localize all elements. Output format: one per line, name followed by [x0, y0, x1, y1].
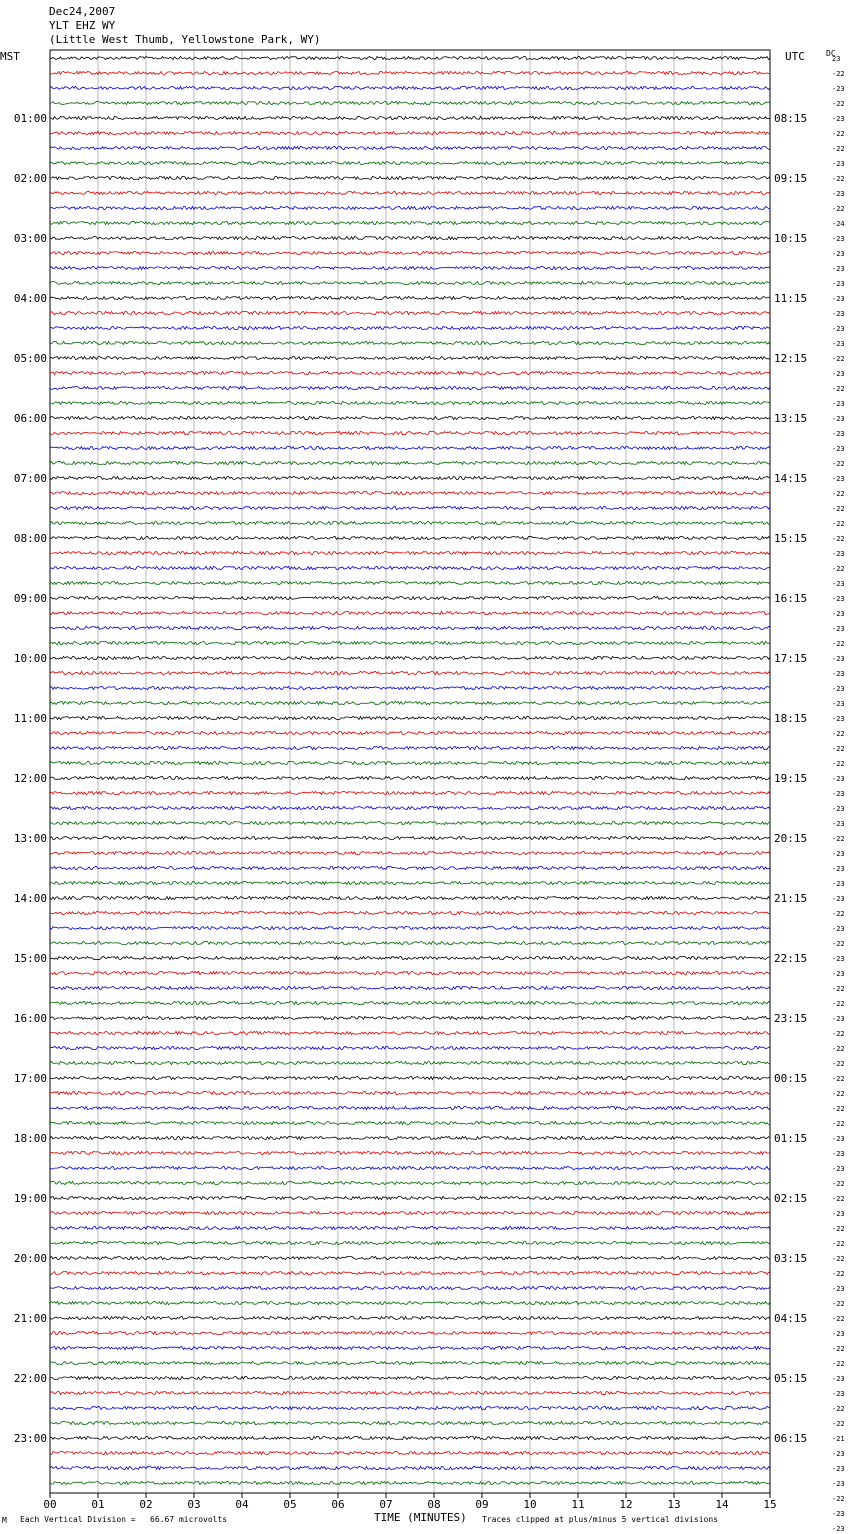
left-timezone: MST [0, 50, 20, 63]
dc-offset-label: -22 [832, 565, 845, 573]
dc-offset-label: -22 [832, 205, 845, 213]
dc-offset-label: -22 [832, 1000, 845, 1008]
dc-offset-label: -23 [832, 625, 845, 633]
trace-line [50, 1436, 770, 1439]
trace-line [50, 1331, 770, 1334]
dc-offset-label: -22 [832, 745, 845, 753]
dc-offset-label: -23 [832, 685, 845, 693]
dc-offset-label: -22 [832, 1045, 845, 1053]
clip-note: Traces clipped at plus/minus 5 vertical divisions [482, 1515, 719, 1524]
dc-offset-label: -23 [832, 430, 845, 438]
right-hour-label: 00:15 [774, 1072, 808, 1085]
dc-offset-label: -23 [832, 400, 845, 408]
dc-offset-label: -23 [832, 1465, 845, 1473]
dc-offset-label: -23 [832, 1210, 845, 1218]
trace-line [50, 776, 770, 779]
trace-line [50, 191, 770, 194]
right-hour-label: 11:15 [774, 292, 808, 305]
dc-offset-label: -22 [832, 835, 845, 843]
dc-offset-label: -23 [832, 670, 845, 678]
right-hour-label: 21:15 [774, 892, 808, 905]
right-hour-label: 01:15 [774, 1132, 808, 1145]
dc-offset-label: -23 [832, 1285, 845, 1293]
left-hour-label: 03:00 [13, 232, 47, 245]
dc-offset-label: -23 [832, 370, 845, 378]
dc-offset-label: -22 [832, 1315, 845, 1323]
dc-label: DC [826, 49, 836, 58]
trace-line [50, 236, 770, 239]
dc-offset-label: -22 [832, 1270, 845, 1278]
dc-offset-label: -22 [832, 1360, 845, 1368]
right-hour-label: 05:15 [774, 1372, 808, 1385]
trace-line [50, 1046, 770, 1049]
dc-offset-label: -23 [832, 325, 845, 333]
trace-line [50, 1211, 770, 1214]
dc-offset-label: -23 [832, 850, 845, 858]
right-hour-label: 16:15 [774, 592, 808, 605]
trace-line [50, 86, 770, 89]
dc-offset-label: -23 [832, 955, 845, 963]
trace-line [50, 1406, 770, 1409]
dc-offset-label: -22 [832, 1255, 845, 1263]
trace-line [50, 581, 770, 584]
x-tick-label: 07 [379, 1498, 393, 1511]
dc-offset-label: -23 [832, 475, 845, 483]
right-hour-label: 19:15 [774, 772, 808, 785]
right-hour-label: 08:15 [774, 112, 808, 125]
trace-line [50, 896, 770, 899]
dc-offset-label: -23 [832, 865, 845, 873]
trace-line [50, 1001, 770, 1004]
dc-offset-label: -22 [832, 355, 845, 363]
dc-offset-label: -22 [832, 985, 845, 993]
dc-offset-label: -23 [832, 550, 845, 558]
trace-line [50, 101, 770, 104]
dc-offset-label: -23 [832, 820, 845, 828]
dc-offset-label: -22 [832, 1075, 845, 1083]
x-tick-label: 09 [475, 1498, 489, 1511]
dc-offset-label: -23 [832, 265, 845, 273]
trace-line [50, 326, 770, 329]
trace-line [50, 566, 770, 569]
dc-offset-label: -22 [832, 1225, 845, 1233]
trace-line [50, 71, 770, 74]
dc-offset-label: -21 [832, 1435, 845, 1443]
trace-line [50, 791, 770, 794]
dc-offset-label: -22 [832, 460, 845, 468]
dc-offset-label: -24 [832, 220, 845, 228]
x-tick-label: 13 [667, 1498, 681, 1511]
left-hour-label: 10:00 [13, 652, 47, 665]
right-hour-label: 20:15 [774, 832, 808, 845]
dc-offset-label: -23 [832, 610, 845, 618]
dc-offset-label: -23 [832, 1135, 845, 1143]
trace-line [50, 686, 770, 689]
dc-offset-label: -22 [832, 1120, 845, 1128]
trace-line [50, 1451, 770, 1454]
left-hour-label: 18:00 [13, 1132, 47, 1145]
left-hour-label: 08:00 [13, 532, 47, 545]
dc-offset-label: -23 [832, 595, 845, 603]
trace-line [50, 1421, 770, 1424]
dc-offset-label: -22 [832, 730, 845, 738]
left-hour-label: 05:00 [13, 352, 47, 365]
record-date: Dec24,2007 [49, 5, 116, 18]
dc-offset-label: -23 [832, 580, 845, 588]
trace-line [50, 431, 770, 434]
trace-line [50, 1271, 770, 1274]
trace-line [50, 1241, 770, 1244]
dc-offset-label: -23 [832, 775, 845, 783]
dc-offset-label: -23 [832, 700, 845, 708]
trace-line [50, 161, 770, 164]
x-tick-label: 02 [139, 1498, 153, 1511]
x-tick-label: 04 [235, 1498, 249, 1511]
right-hour-label: 22:15 [774, 952, 808, 965]
dc-offset-label: -23 [832, 1150, 845, 1158]
dc-offset-label: -22 [832, 1240, 845, 1248]
trace-line [50, 386, 770, 389]
dc-offset-label: -22 [832, 760, 845, 768]
dc-offset-label: -22 [832, 1030, 845, 1038]
right-hour-label: 06:15 [774, 1432, 808, 1445]
right-hour-label: 09:15 [774, 172, 808, 185]
right-hour-label: 17:15 [774, 652, 808, 665]
x-axis-title: TIME (MINUTES) [374, 1511, 467, 1524]
trace-line [50, 1151, 770, 1154]
left-hour-label: 13:00 [13, 832, 47, 845]
trace-line [50, 611, 770, 614]
trace-line [50, 641, 770, 644]
dc-offset-label: -23 [832, 310, 845, 318]
trace-line [50, 56, 770, 59]
trace-line [50, 461, 770, 464]
dc-offset-label: -22 [832, 520, 845, 528]
dc-offset-label: -23 [832, 1450, 845, 1458]
dc-offset-label: -22 [832, 1300, 845, 1308]
left-hour-label: 22:00 [13, 1372, 47, 1385]
dc-offset-label: -23 [832, 715, 845, 723]
dc-offset-label: -22 [832, 1405, 845, 1413]
trace-line [50, 1286, 770, 1289]
right-hour-label: 18:15 [774, 712, 808, 725]
dc-offset-label: -22 [832, 145, 845, 153]
dc-offset-label: -23 [832, 790, 845, 798]
dc-offset-label: -23 [832, 250, 845, 258]
trace-line [50, 701, 770, 704]
left-hour-label: 16:00 [13, 1012, 47, 1025]
dc-offset-label: -22 [832, 1195, 845, 1203]
trace-line [50, 1466, 770, 1469]
dc-offset-label: -22 [832, 535, 845, 543]
x-tick-label: 12 [619, 1498, 633, 1511]
x-tick-label: 08 [427, 1498, 441, 1511]
trace-line [50, 536, 770, 539]
right-hour-label: 15:15 [774, 532, 808, 545]
trace-line [50, 1256, 770, 1259]
trace-line [50, 866, 770, 869]
dc-offset-label: -22 [832, 490, 845, 498]
trace-line [50, 296, 770, 299]
dc-offset-label: -22 [832, 385, 845, 393]
dc-offset-label: -22 [832, 1090, 845, 1098]
dc-offset-label: -23 [832, 340, 845, 348]
trace-line [50, 1316, 770, 1319]
dc-offset-label: -23 [832, 1375, 845, 1383]
x-tick-label: 15 [763, 1498, 777, 1511]
trace-line [50, 356, 770, 359]
left-hour-label: 09:00 [13, 592, 47, 605]
dc-offset-label: -23 [832, 295, 845, 303]
trace-line [50, 836, 770, 839]
trace-line [50, 941, 770, 944]
x-tick-label: 14 [715, 1498, 729, 1511]
trace-line [50, 551, 770, 554]
x-tick-label: 00 [43, 1498, 57, 1511]
scale-mark: M [2, 1516, 7, 1525]
left-hour-label: 02:00 [13, 172, 47, 185]
x-tick-label: 01 [91, 1498, 105, 1511]
trace-line [50, 956, 770, 959]
x-tick-label: 05 [283, 1498, 297, 1511]
trace-line [50, 671, 770, 674]
dc-offset-label: -23 [832, 925, 845, 933]
x-tick-label: 06 [331, 1498, 345, 1511]
dc-offset-label: -23 [832, 280, 845, 288]
dc-offset-label: -22 [832, 1180, 845, 1188]
dc-offset-label: -23 [832, 415, 845, 423]
dc-offset-label: -22 [832, 940, 845, 948]
trace-line [50, 911, 770, 914]
dc-offset-label: -23 [832, 235, 845, 243]
trace-line [50, 1301, 770, 1304]
dc-offset-label: -22 [832, 1420, 845, 1428]
dc-offset-label: -22 [832, 1060, 845, 1068]
dc-offset-label: -22 [832, 100, 845, 108]
station-location: (Little West Thumb, Yellowstone Park, WY) [49, 33, 321, 46]
trace-line [50, 926, 770, 929]
trace-line [50, 521, 770, 524]
left-hour-label: 21:00 [13, 1312, 47, 1325]
right-hour-label: 14:15 [774, 472, 808, 485]
left-hour-label: 06:00 [13, 412, 47, 425]
dc-offset-label: -23 [832, 445, 845, 453]
trace-line [50, 1196, 770, 1199]
trace-line [50, 971, 770, 974]
trace-line [50, 1226, 770, 1229]
dc-offset-label: -23 [832, 1510, 845, 1518]
trace-line [50, 1076, 770, 1079]
trace-line [50, 881, 770, 884]
trace-line [50, 731, 770, 734]
trace-line [50, 1481, 770, 1484]
dc-offset-label: -23 [832, 1390, 845, 1398]
x-tick-label: 11 [571, 1498, 585, 1511]
dc-offset-label: -22 [832, 1345, 845, 1353]
dc-offset-label: -22 [832, 910, 845, 918]
left-hour-label: 14:00 [13, 892, 47, 905]
trace-line [50, 116, 770, 119]
trace-line [50, 1091, 770, 1094]
trace-line [50, 1106, 770, 1109]
trace-line [50, 1361, 770, 1364]
trace-line [50, 416, 770, 419]
right-hour-label: 12:15 [774, 352, 808, 365]
dc-offset-label: -23 [832, 160, 845, 168]
trace-line [50, 1376, 770, 1379]
dc-offset-label: -23 [832, 190, 845, 198]
left-hour-label: 15:00 [13, 952, 47, 965]
right-hour-label: 02:15 [774, 1192, 808, 1205]
dc-offset-label: -23 [832, 1525, 845, 1533]
dc-offset-label: -23 [832, 880, 845, 888]
dc-offset-label: -23 [832, 85, 845, 93]
trace-line [50, 491, 770, 494]
trace-line [50, 311, 770, 314]
trace-line [50, 1136, 770, 1139]
left-hour-label: 19:00 [13, 1192, 47, 1205]
dc-offset-label: -23 [832, 970, 845, 978]
trace-line [50, 656, 770, 659]
dc-offset-label: -23 [832, 115, 845, 123]
right-timezone: UTC [785, 50, 805, 63]
right-hour-label: 13:15 [774, 412, 808, 425]
dc-offset-label: -23 [832, 1480, 845, 1488]
trace-line [50, 1391, 770, 1394]
dc-offset-label: -23 [832, 895, 845, 903]
trace-line [50, 341, 770, 344]
right-hour-label: 03:15 [774, 1252, 808, 1265]
left-hour-label: 12:00 [13, 772, 47, 785]
x-tick-label: 03 [187, 1498, 201, 1511]
trace-line [50, 176, 770, 179]
dc-offset-label: -23 [832, 805, 845, 813]
left-hour-label: 11:00 [13, 712, 47, 725]
trace-line [50, 851, 770, 854]
trace-line [50, 1181, 770, 1184]
trace-line [50, 221, 770, 224]
trace-line [50, 596, 770, 599]
left-hour-label: 20:00 [13, 1252, 47, 1265]
trace-line [50, 821, 770, 824]
left-hour-label: 07:00 [13, 472, 47, 485]
left-hour-label: 23:00 [13, 1432, 47, 1445]
trace-line [50, 1166, 770, 1169]
left-hour-label: 04:00 [13, 292, 47, 305]
right-hour-label: 10:15 [774, 232, 808, 245]
dc-offset-label: -23 [832, 1165, 845, 1173]
trace-line [50, 1061, 770, 1064]
dc-offset-label: -22 [832, 130, 845, 138]
trace-line [50, 1121, 770, 1124]
dc-offset-label: -23 [832, 1015, 845, 1023]
trace-line [50, 761, 770, 764]
trace-line [50, 1016, 770, 1019]
trace-line [50, 1031, 770, 1034]
left-hour-label: 01:00 [13, 112, 47, 125]
trace-line [50, 401, 770, 404]
trace-line [50, 446, 770, 449]
right-hour-label: 23:15 [774, 1012, 808, 1025]
trace-line [50, 131, 770, 134]
trace-line [50, 251, 770, 254]
trace-line [50, 371, 770, 374]
trace-line [50, 476, 770, 479]
trace-line [50, 1346, 770, 1349]
trace-line [50, 716, 770, 719]
scale-note: Each Vertical Division = 66.67 microvolts [20, 1515, 228, 1524]
dc-offset-label: 23 [832, 55, 841, 63]
right-hour-label: 04:15 [774, 1312, 808, 1325]
trace-line [50, 986, 770, 989]
trace-line [50, 806, 770, 809]
trace-line [50, 266, 770, 269]
dc-offset-label: -22 [832, 1105, 845, 1113]
x-tick-label: 10 [523, 1498, 537, 1511]
trace-line [50, 146, 770, 149]
trace-line [50, 206, 770, 209]
left-hour-label: 17:00 [13, 1072, 47, 1085]
dc-offset-label: -23 [832, 655, 845, 663]
trace-line [50, 506, 770, 509]
dc-offset-label: -22 [832, 70, 845, 78]
dc-offset-label: -22 [832, 1495, 845, 1503]
trace-line [50, 281, 770, 284]
station-code: YLT EHZ WY [49, 19, 116, 32]
trace-line [50, 626, 770, 629]
dc-offset-label: -22 [832, 175, 845, 183]
dc-offset-label: -22 [832, 640, 845, 648]
dc-offset-label: -22 [832, 505, 845, 513]
dc-offset-label: -23 [832, 1330, 845, 1338]
trace-line [50, 746, 770, 749]
